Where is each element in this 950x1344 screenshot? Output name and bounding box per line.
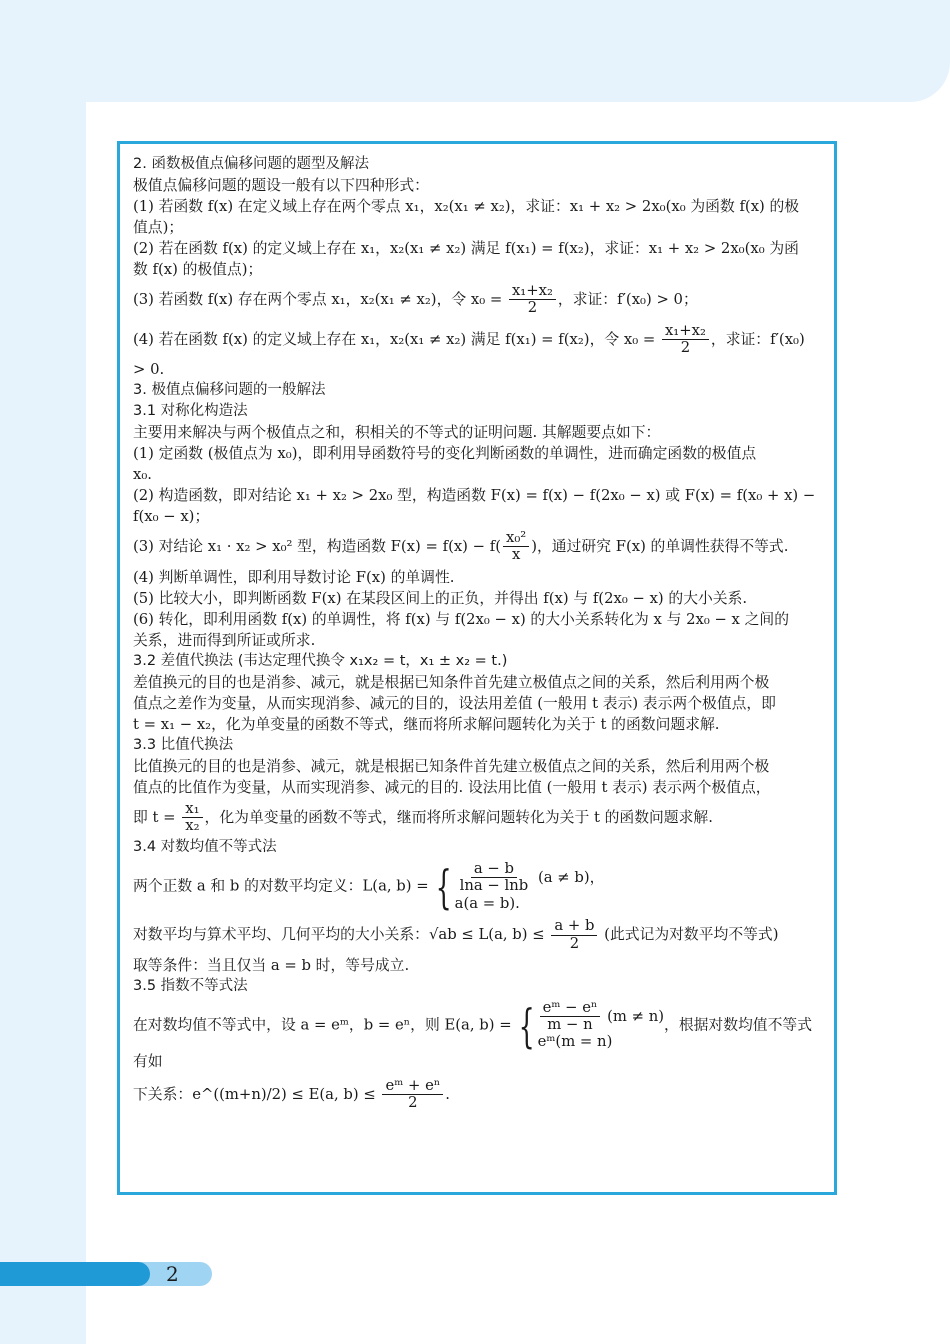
section-heading: 3.1 对称化构造法 xyxy=(133,403,248,420)
text-line: > 0. xyxy=(133,361,165,379)
brace-symbol: { xyxy=(518,998,536,1053)
page-margin-left xyxy=(0,0,86,1344)
text-segment: (4) 若在函数 f(x) 的定义域上存在 x₁，x₂(x₁ ≠ x₂) 满足 f(x₁) = f(x₂)，令 x₀ = xyxy=(133,330,660,348)
text-line xyxy=(133,527,825,567)
page-number: 2 xyxy=(166,1262,179,1286)
fraction xyxy=(509,283,556,317)
case-condition: (a ≠ b)， xyxy=(533,868,605,886)
section-heading: 2. 函数极值点偏移问题的题型及解法 xyxy=(133,156,369,172)
denominator: 2 xyxy=(569,934,580,952)
section-heading: 3. 极值点偏移问题的一般解法 xyxy=(133,382,326,399)
text-line: t = x₁ − x₂，化为单变量的函数不等式，继而将所求解问题转化为关于 t 的函数问题求解. xyxy=(133,715,720,733)
text-segment: (3) 若函数 f(x) 存在两个零点 x₁，x₂(x₁ ≠ x₂)，令 x₀ = xyxy=(133,290,507,308)
section-heading: 3.2 差值代换法 (韦达定理代换令 x₁x₂ = t，x₁ ± x₂ = t.) xyxy=(133,652,508,669)
denominator: lna − lnb xyxy=(459,877,529,895)
text-line: (2) 构造函数，即对结论 x₁ + x₂ > 2x₀ 型，构造函数 F(x) = f(x) − f(2x₀ − x) 或 F(x) = f(x₀ + x) − xyxy=(133,487,816,505)
case-condition: (m ≠ n) xyxy=(602,1007,665,1025)
numerator: x₀² xyxy=(503,530,529,547)
fraction xyxy=(662,323,709,357)
numerator: a + b xyxy=(551,918,597,935)
case-row: eᵐ(m = n) xyxy=(537,1033,613,1051)
text-segment: ，根据对数均值不等式有如 xyxy=(133,1016,812,1071)
text-segment: (此式记为对数平均不等式) xyxy=(599,926,779,944)
page-margin-top xyxy=(0,0,950,102)
text-line xyxy=(133,280,825,320)
brace-symbol: { xyxy=(435,859,453,914)
numerator: eᵐ − eⁿ xyxy=(540,1000,601,1017)
case-row xyxy=(455,861,605,895)
text-line xyxy=(133,858,825,915)
text-line: 关系，进而得到所证或所求. xyxy=(133,631,316,649)
text-line: 值点)； xyxy=(133,219,184,236)
case-row: a(a = b). xyxy=(454,894,520,912)
text-line: 值点的比值作为变量，从而实现消参、减元的目的. 设法用比值 (一般用 t 表示) 表示两个极值点， xyxy=(133,778,771,796)
case-row xyxy=(538,1000,664,1034)
numerator: a − b xyxy=(471,861,517,878)
page-number-bar-accent xyxy=(0,1262,150,1286)
text-segment: ，求证：f′(x₀) > 0； xyxy=(557,290,698,308)
text-line: (1) 定函数 (极值点为 x₀)，即利用导函数符号的变化判断函数的单调性，进而确定函数的极值点 xyxy=(133,445,757,463)
numerator: x₁+x₂ xyxy=(509,283,556,300)
text-line: (4) 判断单调性，即利用导数讨论 F(x) 的单调性. xyxy=(133,568,455,586)
text-line: 比值换元的目的也是消参、减元，就是根据已知条件首先建立极值点之间的关系，然后利用两个极 xyxy=(133,757,770,775)
text-segment: )，通过研究 F(x) 的单调性获得不等式. xyxy=(531,537,789,555)
text-segment: ，求证：f′(x₀) xyxy=(710,330,805,348)
text-line xyxy=(133,915,825,955)
fraction xyxy=(551,918,597,952)
text-line: (2) 若在函数 f(x) 的定义域上存在 x₁，x₂(x₁ ≠ x₂) 满足 f(x₁) = f(x₂)，求证：x₁ + x₂ > 2x₀(x₀ 为函 xyxy=(133,240,799,257)
text-line: 数 f(x) 的极值点)； xyxy=(133,261,263,278)
text-line: 差值换元的目的也是消参、减元，就是根据已知条件首先建立极值点之间的关系，然后利用两个极 xyxy=(133,673,770,691)
piecewise-expression xyxy=(433,861,604,912)
content-frame xyxy=(117,141,837,1195)
piecewise-expression xyxy=(516,1000,664,1051)
text-segment: 即 t = xyxy=(133,808,181,826)
text-line xyxy=(133,320,825,360)
text-line xyxy=(133,798,825,838)
denominator: x₂ xyxy=(185,816,200,834)
denominator: x xyxy=(511,546,521,564)
section-heading: 3.4 对数均值不等式法 xyxy=(133,839,277,856)
text-line: f(x₀ − x)； xyxy=(133,508,210,526)
text-line: 取等条件：当且仅当 a = b 时，等号成立. xyxy=(133,956,410,974)
denominator: 2 xyxy=(527,299,538,317)
text-segment: 在对数均值不等式中，设 a = eᵐ，b = eⁿ，则 E(a, b) = xyxy=(133,1016,517,1034)
fraction xyxy=(382,1078,443,1112)
text-line xyxy=(133,997,825,1075)
text-line xyxy=(133,1075,825,1115)
text-line: (6) 转化，即利用函数 f(x) 的单调性，将 f(x) 与 f(2x₀ − x) 的大小关系转化为 x 与 2x₀ − x 之间的 xyxy=(133,610,789,628)
cases xyxy=(455,861,605,912)
numerator: eᵐ + eⁿ xyxy=(382,1078,443,1095)
text-line: x₀. xyxy=(133,466,152,484)
section-heading: 3.3 比值代换法 xyxy=(133,736,234,753)
text-segment: 下关系：e^((m+n)/2) ≤ E(a, b) ≤ xyxy=(133,1085,381,1103)
text-segment: 两个正数 a 和 b 的对数平均定义：L(a, b) = xyxy=(133,877,434,895)
text-line: (1) 若函数 f(x) 在定义域上存在两个零点 x₁，x₂(x₁ ≠ x₂)，求证：x₁ + x₂ > 2x₀(x₀ 为函数 f(x) 的极 xyxy=(133,198,800,215)
text-segment: (3) 对结论 x₁ · x₂ > x₀² 型，构造函数 F(x) = f(x) − f( xyxy=(133,537,502,555)
denominator: m − n xyxy=(547,1016,593,1034)
fraction xyxy=(540,1000,601,1034)
fraction xyxy=(457,861,532,895)
numerator: x₁+x₂ xyxy=(662,323,709,340)
denominator: 2 xyxy=(408,1094,418,1112)
section-heading: 3.5 指数不等式法 xyxy=(133,977,248,994)
fraction xyxy=(182,801,202,835)
text-line: (5) 比较大小，即判断函数 F(x) 在某段区间上的正负，并得出 f(x) 与 f(2x₀ − x) 的大小关系. xyxy=(133,589,748,607)
fraction xyxy=(503,530,529,564)
text-line: 极值点偏移问题的题设一般有以下四种形式： xyxy=(133,177,429,194)
text-segment: 对数平均与算术平均、几何平均的大小关系：√ab ≤ L(a, b) ≤ xyxy=(133,926,550,944)
cases xyxy=(538,1000,664,1051)
text-line: 值点之差作为变量，从而实现消参、减元的目的，设法用差值 (一般用 t 表示) 表示两个极值点，即 xyxy=(133,694,776,712)
denominator: 2 xyxy=(680,338,691,356)
text-segment: ，化为单变量的函数不等式，继而将所求解问题转化为关于 t 的函数问题求解. xyxy=(204,808,713,826)
numerator: x₁ xyxy=(182,801,202,818)
text-line: 主要用来解决与两个极值点之和，积相关的不等式的证明问题. 其解题要点如下： xyxy=(133,424,661,442)
text-segment: . xyxy=(445,1085,450,1103)
document-body xyxy=(133,154,825,1115)
